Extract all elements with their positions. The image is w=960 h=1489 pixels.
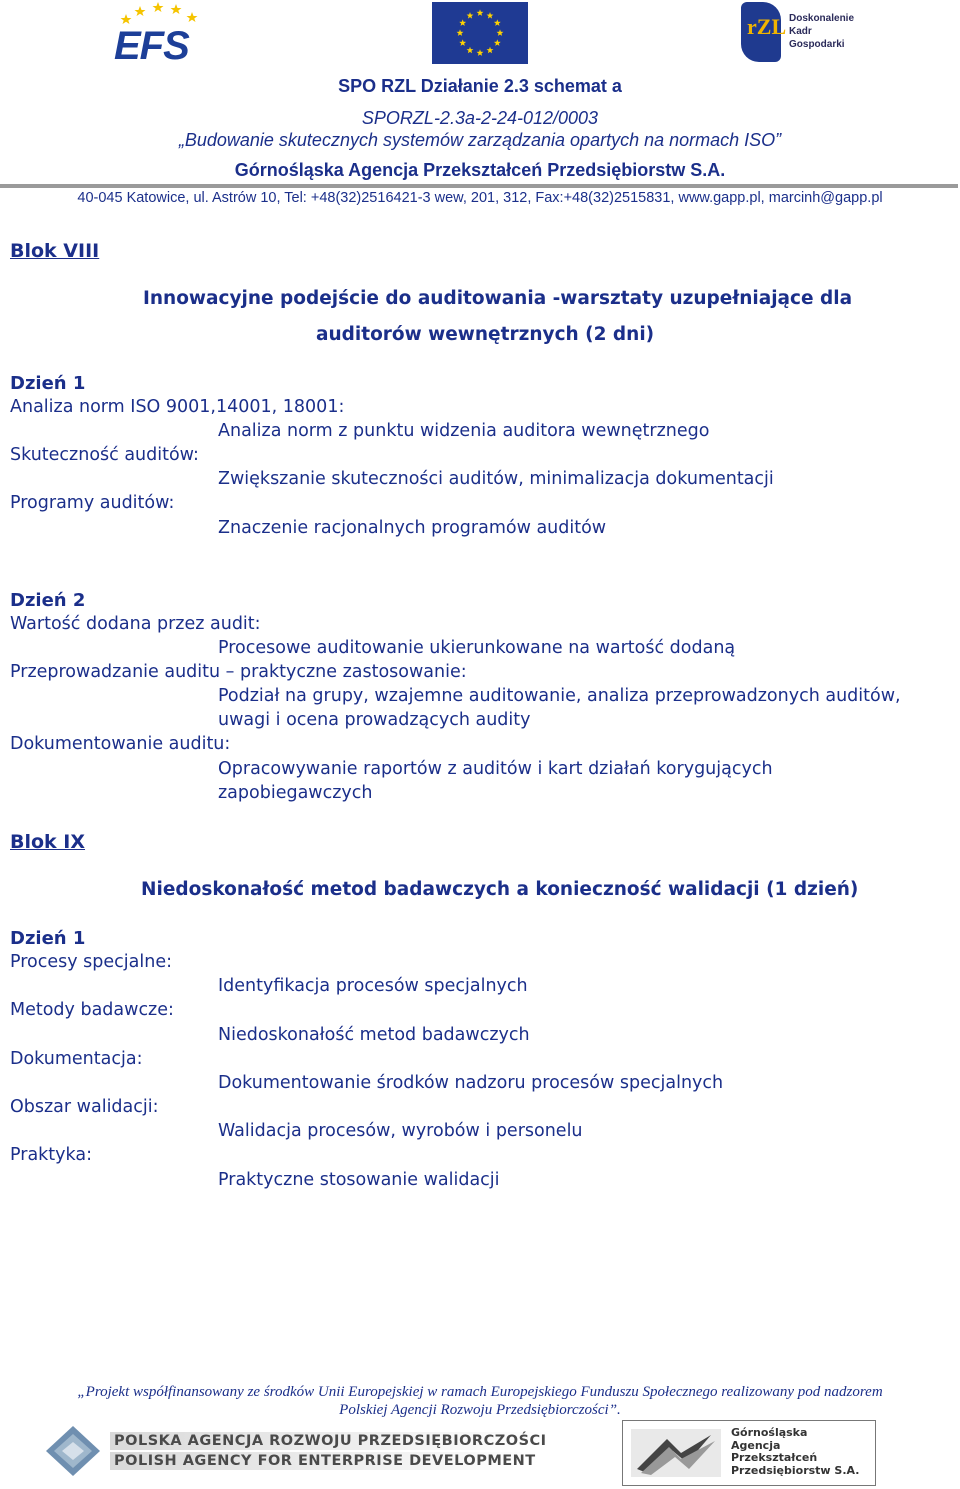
row-desc: zapobiegawczych: [218, 783, 373, 803]
rzl-mark-icon: rZL: [741, 2, 781, 62]
row-desc: Podział na grupy, wzajemne auditowanie, analiza przeprowadzonych auditów,: [218, 686, 901, 706]
row-label: Wartość dodana przez audit:: [10, 614, 261, 634]
efs-logo-text: EFS: [114, 24, 189, 68]
row-desc: Praktyczne stosowanie walidacji: [218, 1170, 500, 1190]
row-desc: Opracowywanie raportów z auditów i kart działań korygujących: [218, 759, 773, 779]
header-divider: [0, 184, 958, 188]
block-9-title: Niedoskonałość metod badawczych a konieczność walidacji (1 dzień): [141, 879, 859, 900]
header-address: 40-045 Katowice, ul. Astrów 10, Tel: +48(32)2516421-3 wew, 201, 312, Fax:+48(32)2515831, www.gapp.pl, marcinh@gapp.pl: [77, 190, 883, 206]
header-title: SPO RZL Działanie 2.3 schemat a: [338, 76, 622, 96]
dkg-line-2: Kadr: [789, 26, 812, 37]
row-desc: Walidacja procesów, wyrobów i personelu: [218, 1121, 583, 1141]
block-8-title-line-1: Innowacyjne podejście do auditowania -warsztaty uzupełniające dla: [143, 288, 853, 309]
row-label: Praktyka:: [10, 1145, 92, 1165]
gapp-arrow-icon: [631, 1429, 721, 1477]
gapp-line-4: Przedsiębiorstw S.A.: [731, 1463, 860, 1477]
gapp-line-1: Górnośląska: [731, 1426, 808, 1439]
efs-stars-icon: [120, 2, 204, 24]
gapp-line-2: Agencja: [731, 1438, 781, 1452]
row-label: Programy auditów:: [10, 493, 175, 513]
gapp-line-3: Przekształceń: [731, 1451, 818, 1464]
row-desc: Znaczenie racjonalnych programów auditów: [218, 518, 607, 538]
dkg-line-1: Doskonalenie: [789, 13, 855, 24]
row-label: Przeprowadzanie auditu – praktyczne zastosowanie:: [10, 662, 467, 682]
eu-star-icon: [459, 39, 466, 46]
eu-flag-icon: [432, 2, 528, 64]
dkg-line-3: Gospodarki: [789, 39, 845, 50]
eu-star-icon: [497, 29, 504, 36]
header-project: „Budowanie skutecznych systemów zarządzania opartych na normach ISO”: [178, 130, 782, 150]
row-label: Analiza norm ISO 9001,14001, 18001:: [10, 397, 345, 417]
header-org: Górnośląska Agencja Przekształceń Przedsiębiorstw S.A.: [234, 160, 726, 180]
block-8-label: Blok VIII: [10, 240, 100, 262]
eu-star-icon: [467, 47, 474, 54]
eu-star-icon: [459, 19, 466, 26]
eu-star-icon: [487, 47, 494, 54]
row-desc: uwagi i ocena prowadzących audity: [218, 710, 531, 730]
doskonalenie-kadr-logo: [741, 2, 881, 64]
eu-star-icon: [487, 12, 494, 19]
block-9-day-1-label: Dzień 1: [10, 928, 86, 949]
row-label: Procesy specjalne:: [10, 952, 173, 972]
row-desc: Dokumentowanie środków nadzoru procesów specjalnych: [218, 1073, 724, 1093]
row-label: Metody badawcze:: [10, 1000, 174, 1020]
footer-note-line-1: „Projekt współfinansowany ze środków Unii Europejskiej w ramach Europejskiego Funduszu Społecznego realizowany pod nadzorem: [77, 1384, 883, 1400]
row-desc: Analiza norm z punktu widzenia auditora wewnętrznego: [218, 421, 710, 441]
row-label: Skuteczność auditów:: [10, 445, 199, 465]
gapp-logo: [622, 1420, 876, 1486]
efs-logo: [112, 2, 212, 66]
block-9-label: Blok IX: [10, 831, 86, 853]
eu-star-icon: [457, 29, 464, 36]
row-label: Dokumentowanie auditu:: [10, 734, 231, 754]
parp-emblem-icon: [44, 1424, 102, 1478]
row-desc: Procesowe auditowanie ukierunkowane na wartość dodaną: [218, 638, 736, 658]
block-8-title-line-2: auditorów wewnętrznych (2 dni): [316, 324, 655, 345]
header-code: SPORZL-2.3a-2-24-012/0003: [361, 108, 599, 128]
eu-star-icon: [494, 39, 501, 46]
row-label: Obszar walidacji:: [10, 1097, 159, 1117]
block-8-day-1-label: Dzień 1: [10, 373, 86, 394]
row-label: Dokumentacja:: [10, 1049, 143, 1069]
footer-note-line-2: Polskiej Agencji Rozwoju Przedsiębiorczości”.: [339, 1402, 621, 1418]
eu-star-icon: [477, 9, 484, 16]
row-desc: Niedoskonałość metod badawczych: [218, 1025, 530, 1045]
block-8-day-2-label: Dzień 2: [10, 590, 86, 611]
parp-logo: [44, 1422, 547, 1480]
parp-line-1: POLSKA AGENCJA ROZWOJU PRZEDSIĘBIORCZOŚCI: [110, 1432, 551, 1450]
eu-star-icon: [477, 49, 484, 56]
eu-star-icon: [494, 19, 501, 26]
parp-line-2: POLISH AGENCY FOR ENTERPRISE DEVELOPMENT: [110, 1452, 540, 1470]
row-desc: Zwiększanie skuteczności auditów, minimalizacja dokumentacji: [218, 469, 774, 489]
eu-star-icon: [467, 12, 474, 19]
row-desc: Identyfikacja procesów specjalnych: [218, 976, 528, 996]
